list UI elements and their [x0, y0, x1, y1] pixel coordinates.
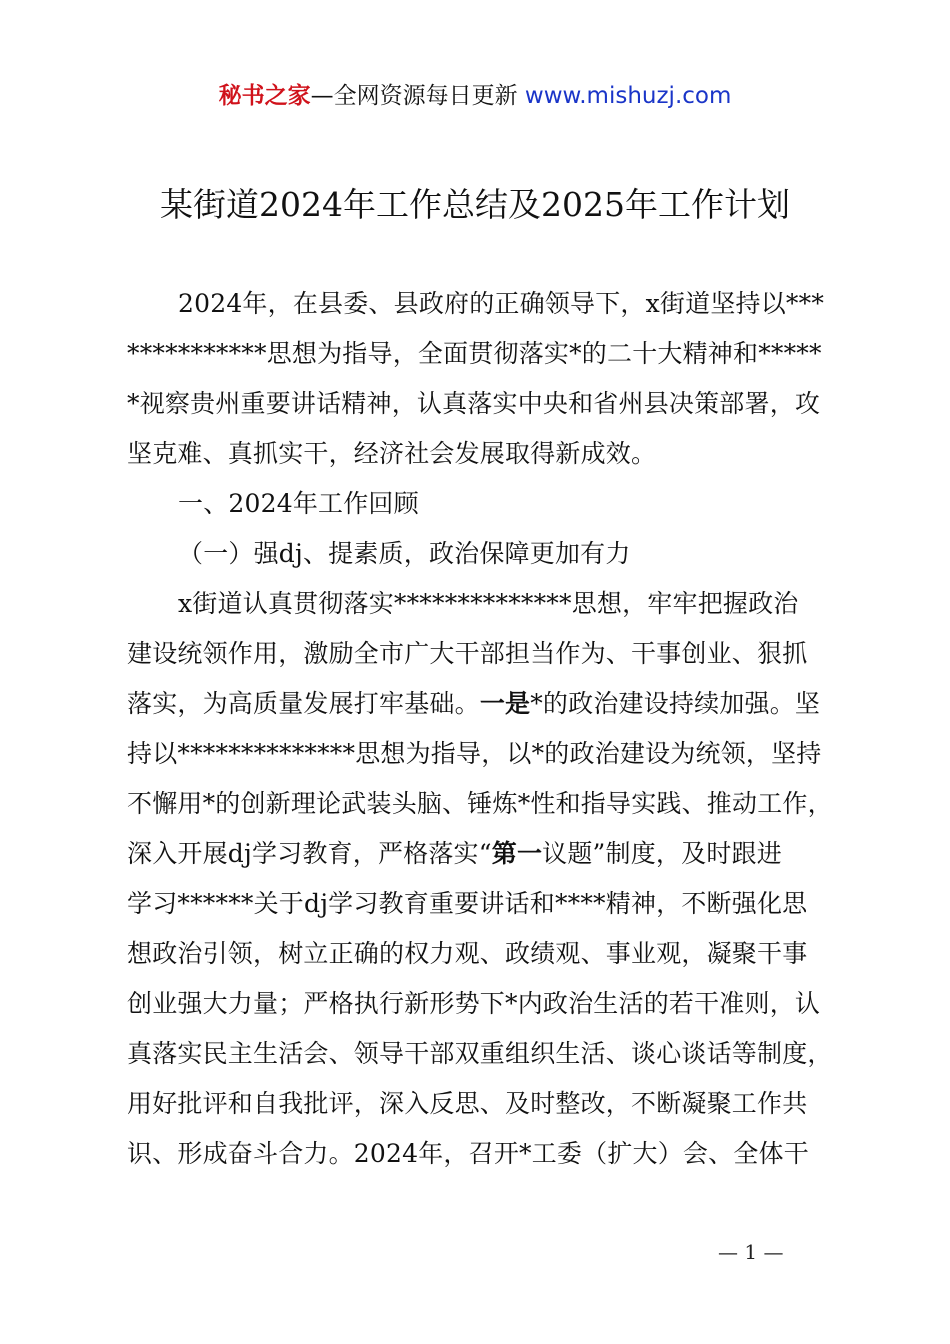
paragraph-line — [127, 829, 833, 879]
paragraph-line: 用好批评和自我批评，深入反思、及时整改，不断凝聚工作共 — [127, 1089, 808, 1118]
document-body — [127, 279, 833, 1179]
paragraph-line: *视察贵州重要讲话精神，认真落实中央和省州县决策部署，攻 — [127, 389, 821, 418]
paragraph-text: 落实，为高质量发展打牢基础。 — [127, 689, 480, 718]
paragraph-line: x街道认真贯彻落实**************思想，牢牢把握政治 — [178, 589, 799, 618]
paragraph-text: *的政治建设持续加强。坚 — [530, 689, 821, 718]
site-url-link[interactable]: www.mishuzj.com — [524, 83, 732, 109]
section-heading: 一、2024年工作回顾 — [178, 489, 419, 518]
paragraph-line: 不懈用*的创新理论武装头脑、锤炼*性和指导实践、推动工作， — [127, 789, 833, 818]
document-title: 某街道2024年工作总结及2025年工作计划 — [160, 185, 790, 224]
emphasis-text: 一是 — [479, 689, 531, 718]
paragraph-line: 识、形成奋斗合力。2024年，召开*工委（扩大）会、全体干 — [127, 1139, 809, 1168]
paragraph-line: 创业强大力量；严格执行新形势下*内政治生活的若干准则，认 — [127, 989, 821, 1018]
paragraph-line: 持以**************思想为指导，以*的政治建设为统领，坚持 — [127, 739, 822, 768]
paragraph-text: 议题”制度，及时跟进 — [542, 839, 782, 868]
paragraph-line — [127, 679, 833, 729]
page-number: — 1 — — [718, 1240, 784, 1264]
paragraph-line: ***********思想为指导，全面贯彻落实*的二十大精神和***** — [127, 339, 822, 368]
brand-name: 秘书之家 — [218, 83, 311, 109]
paragraph-line: 建设统领作用，激励全市广大干部担当作为、干事创业、狠抓 — [127, 639, 808, 668]
paragraph-line: 坚克难、真抓实干，经济社会发展取得新成效。 — [127, 439, 657, 468]
paragraph-text: 深入开展dj学习教育，严格落实“ — [127, 839, 492, 868]
emphasis-text: 第一 — [491, 839, 543, 868]
subsection-heading: （一）强dj、提素质，政治保障更加有力 — [178, 539, 631, 568]
header-banner — [0, 80, 950, 112]
header-tagline: —全网资源每日更新 — [310, 83, 525, 109]
paragraph-line: 想政治引领，树立正确的权力观、政绩观、事业观，凝聚干事 — [127, 939, 808, 968]
paragraph-line: 2024年，在县委、县政府的正确领导下，x街道坚持以*** — [178, 289, 825, 318]
paragraph-line: 真落实民主生活会、领导干部双重组织生活、谈心谈话等制度， — [127, 1039, 833, 1068]
paragraph-line: 学习******关于dj学习教育重要讲话和****精神，不断强化思 — [127, 889, 808, 918]
